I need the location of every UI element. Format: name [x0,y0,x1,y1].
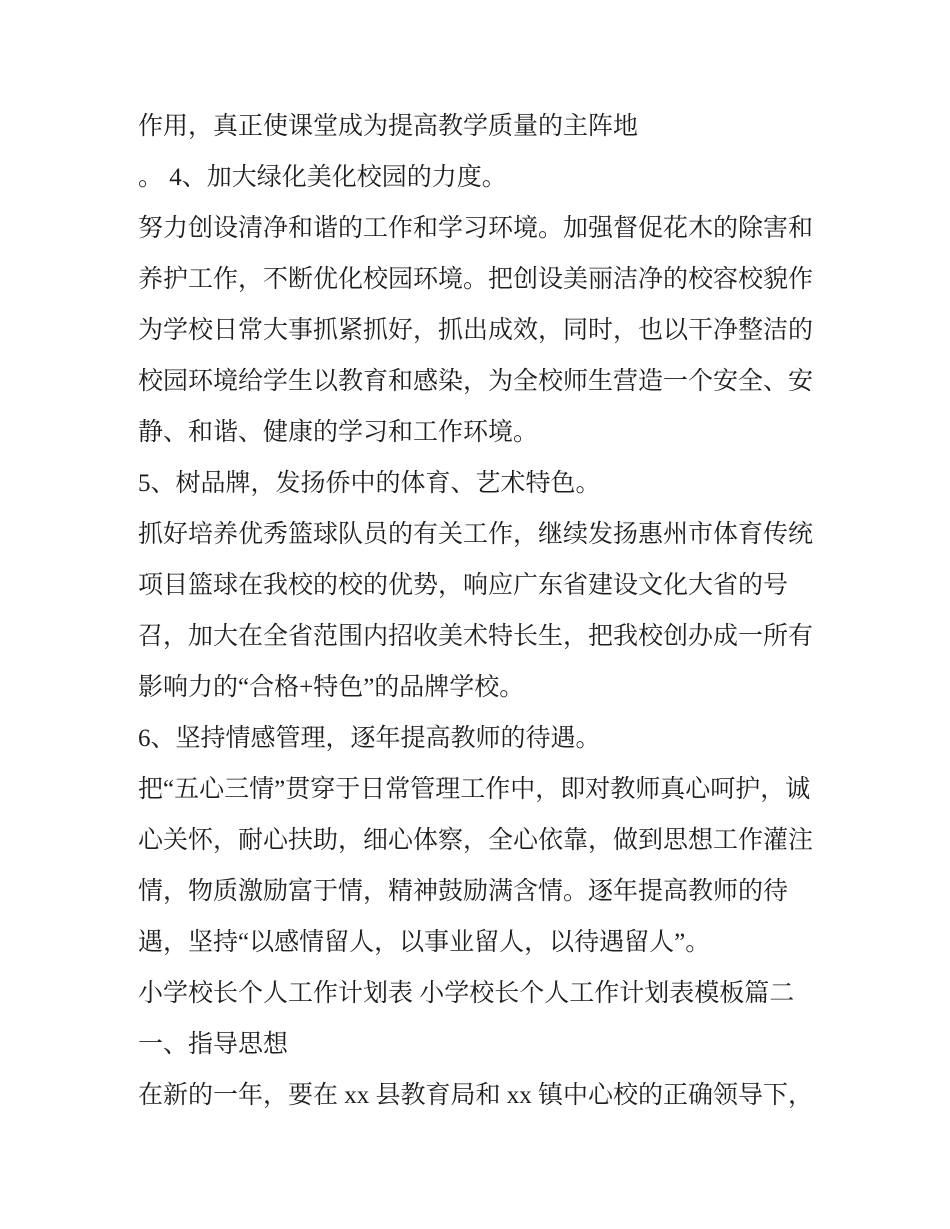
paragraph-item-4-body: 努力创设清净和谐的工作和学习环境。加强督促花木的除害和养护工作，不断优化校园环境。把创设美丽洁净的校容校貌作为学校日常大事抓紧抓好，抓出成效，同时，也以干净整洁的校园环境给学生以教育和感染，为全校师生营造一个安全、安静、和谐、健康的学习和工作环境。 [138,215,814,446]
paragraph-item-6-heading: 6、坚持情感管理，逐年提高教师的待遇。 [138,725,601,752]
paragraph-item-6-body: 把“五心三情”贯穿于日常管理工作中，即对教师真心呵护，诚心关怀，耐心扶助，细心体察，全心依靠，做到思想工作灌注情，物质激励富于情，精神鼓励满含情。逐年提高教师的待遇，坚持“以感情留人，以事业留人，以待遇留人”。 [138,776,814,956]
document-page [138,101,818,1121]
paragraph-continued-text: 作用，真正使课堂成为提高教学质量的主阵地 [138,113,639,140]
paragraph-section-body: 在新的一年，要在 xx 县教育局和 xx 镇中心校的正确领导下， [138,1082,814,1109]
paragraph-section-heading: 一、指导思想 [138,1031,289,1058]
paragraph-item-4-heading: 。 4、加大绿化美化校园的力度。 [138,164,507,191]
paragraph-template-title: 小学校长个人工作计划表 小学校长个人工作计划表模板篇二 [138,980,795,1007]
paragraph-item-5-body: 抓好培养优秀篮球队员的有关工作，继续发扬惠州市体育传统项目篮球在我校的校的优势，响应广东省建设文化大省的号召，加大在全省范围内招收美术特长生，把我校创办成一所有影响力的“合格+特色”的品牌学校。 [138,521,814,701]
paragraph-item-5-heading: 5、树品牌，发扬侨中的体育、艺术特色。 [138,470,601,497]
